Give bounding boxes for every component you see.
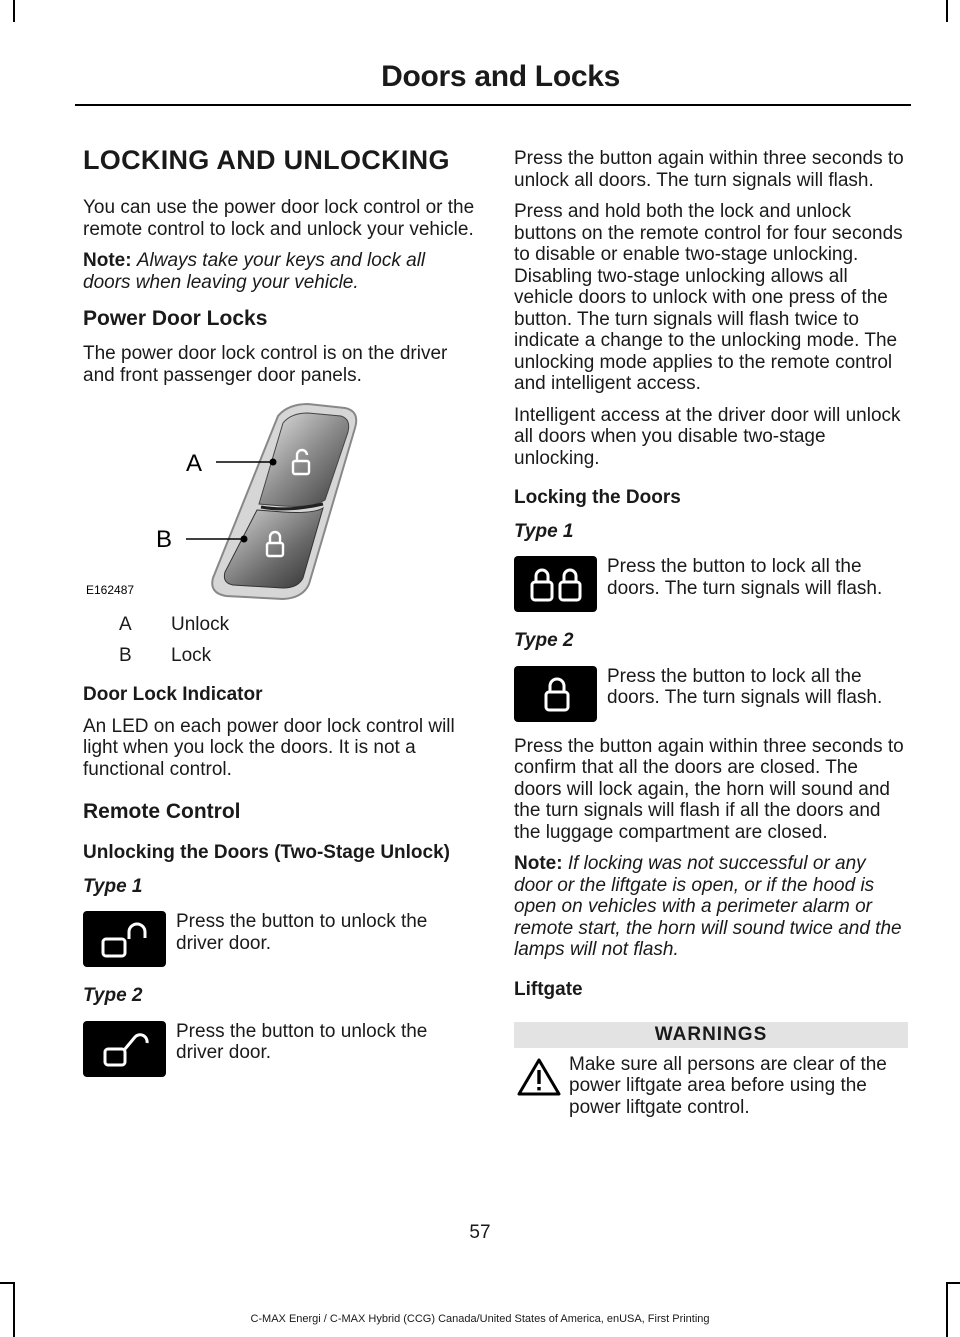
lock-type1-label: Type 1 <box>514 520 574 542</box>
warnings-heading: WARNINGS <box>514 1022 908 1048</box>
left-column <box>83 145 475 1091</box>
page-header-title: Doors and Locks <box>381 60 620 93</box>
unlock-type1-text: Press the button to unlock the driver door. <box>176 911 428 954</box>
right-paragraph-4: Press the button again within three seconds to confirm that all the doors are closed. The doors will lock again, the horn will sound and the turn signals will flash if all the doors and the luggage compartment are closed. <box>514 735 904 843</box>
header-rule <box>75 104 911 106</box>
door-lock-indicator-text: An LED on each power door lock control will light when you lock the doors. It is not a functional control. <box>83 715 455 780</box>
crop-mark-bottom-left-h <box>0 1282 15 1284</box>
unlocking-heading: Unlocking the Doors (Two-Stage Unlock) <box>83 842 450 863</box>
unlock-type1-row <box>83 911 475 967</box>
figure-code: E162487 <box>86 583 135 597</box>
legend-key: A <box>119 614 132 635</box>
figure-legend <box>83 614 475 666</box>
power-door-locks-text: The power door lock control is on the driver and front passenger door panels. <box>83 343 448 386</box>
note-label: Note: <box>514 853 563 874</box>
liftgate-heading: Liftgate <box>514 978 583 1000</box>
note-text: Always take your keys and lock all doors when leaving your vehicle. <box>83 250 426 293</box>
lock-type2-label: Type 2 <box>514 630 574 651</box>
right-note-paragraph <box>514 853 908 961</box>
crop-mark-bottom-right-h <box>946 1282 960 1284</box>
note-label: Note: <box>83 250 132 271</box>
door-lock-switch-figure <box>83 396 473 606</box>
warning-triangle-icon <box>514 1054 564 1100</box>
unlock-type2-text: Press the button to unlock the driver door. <box>176 1020 428 1063</box>
lock-type2-row <box>514 666 908 722</box>
unlock-type2-label: Type 2 <box>83 985 143 1006</box>
power-door-locks-heading: Power Door Locks <box>83 307 268 330</box>
crop-mark-top-left <box>13 0 15 22</box>
note-text: If locking was not successful or any door or the liftgate is open, or if the hood is open on vehicles with a perimeter alarm or remote start, the horn will sound twice and the lamps will not flash. <box>514 853 902 960</box>
unlock-type2-icon <box>83 1021 166 1077</box>
legend-value: Lock <box>171 644 212 666</box>
unlock-type1-icon <box>83 911 166 967</box>
lock-type2-icon <box>514 666 597 722</box>
right-paragraph-1: Press the button again within three seconds to unlock all doors. The turn signals will flash. <box>514 148 904 191</box>
warning-text: Make sure all persons are clear of the power liftgate area before using the power liftgate control. <box>569 1053 887 1118</box>
warning-row <box>514 1054 908 1119</box>
unlock-type2-row <box>83 1021 475 1077</box>
locking-heading: Locking the Doors <box>514 487 681 508</box>
callout-label-b: B <box>156 526 173 553</box>
door-lock-switch-illustration <box>83 396 473 606</box>
lock-type2-text: Press the button to lock all the doors. The turn signals will flash. <box>607 665 883 708</box>
page-number: 57 <box>469 1222 491 1243</box>
right-paragraph-3: Intelligent access at the driver door will unlock all doors when you disable two-stage unlocking. <box>514 404 901 469</box>
crop-mark-bottom-left <box>13 1282 15 1337</box>
section-heading: LOCKING AND UNLOCKING <box>83 145 450 175</box>
crop-mark-bottom-right <box>946 1282 948 1337</box>
lock-type1-row <box>514 556 908 612</box>
legend-key: B <box>119 644 132 666</box>
footer-info: C-MAX Energi / C-MAX Hybrid (CCG) Canada/United States of America, enUSA, First Printing <box>250 1313 710 1325</box>
crop-mark-top-right <box>946 0 948 22</box>
callout-label-a: A <box>186 450 203 477</box>
intro-paragraph: You can use the power door lock control or the remote control to lock and unlock your vehicle. <box>83 197 475 240</box>
unlock-type1-label: Type 1 <box>83 875 143 897</box>
lock-type1-icon <box>514 556 597 612</box>
legend-value: Unlock <box>171 614 230 635</box>
lock-type1-text: Press the button to lock all the doors. The turn signals will flash. <box>607 556 883 599</box>
remote-control-heading: Remote Control <box>83 800 241 823</box>
door-lock-indicator-heading: Door Lock Indicator <box>83 684 263 705</box>
right-column <box>514 148 908 1132</box>
note-paragraph <box>83 250 475 293</box>
right-paragraph-2: Press and hold both the lock and unlock buttons on the remote control for four seconds to disable or enable two-stage unlocking. Disabling two-stage unlocking allows all vehicle doors to unlock with one press of the button. The turn signals will flash twice to indicate a change to the unlocking mode. The unlocking mode applies to the remote control and intelligent access. <box>514 201 903 394</box>
